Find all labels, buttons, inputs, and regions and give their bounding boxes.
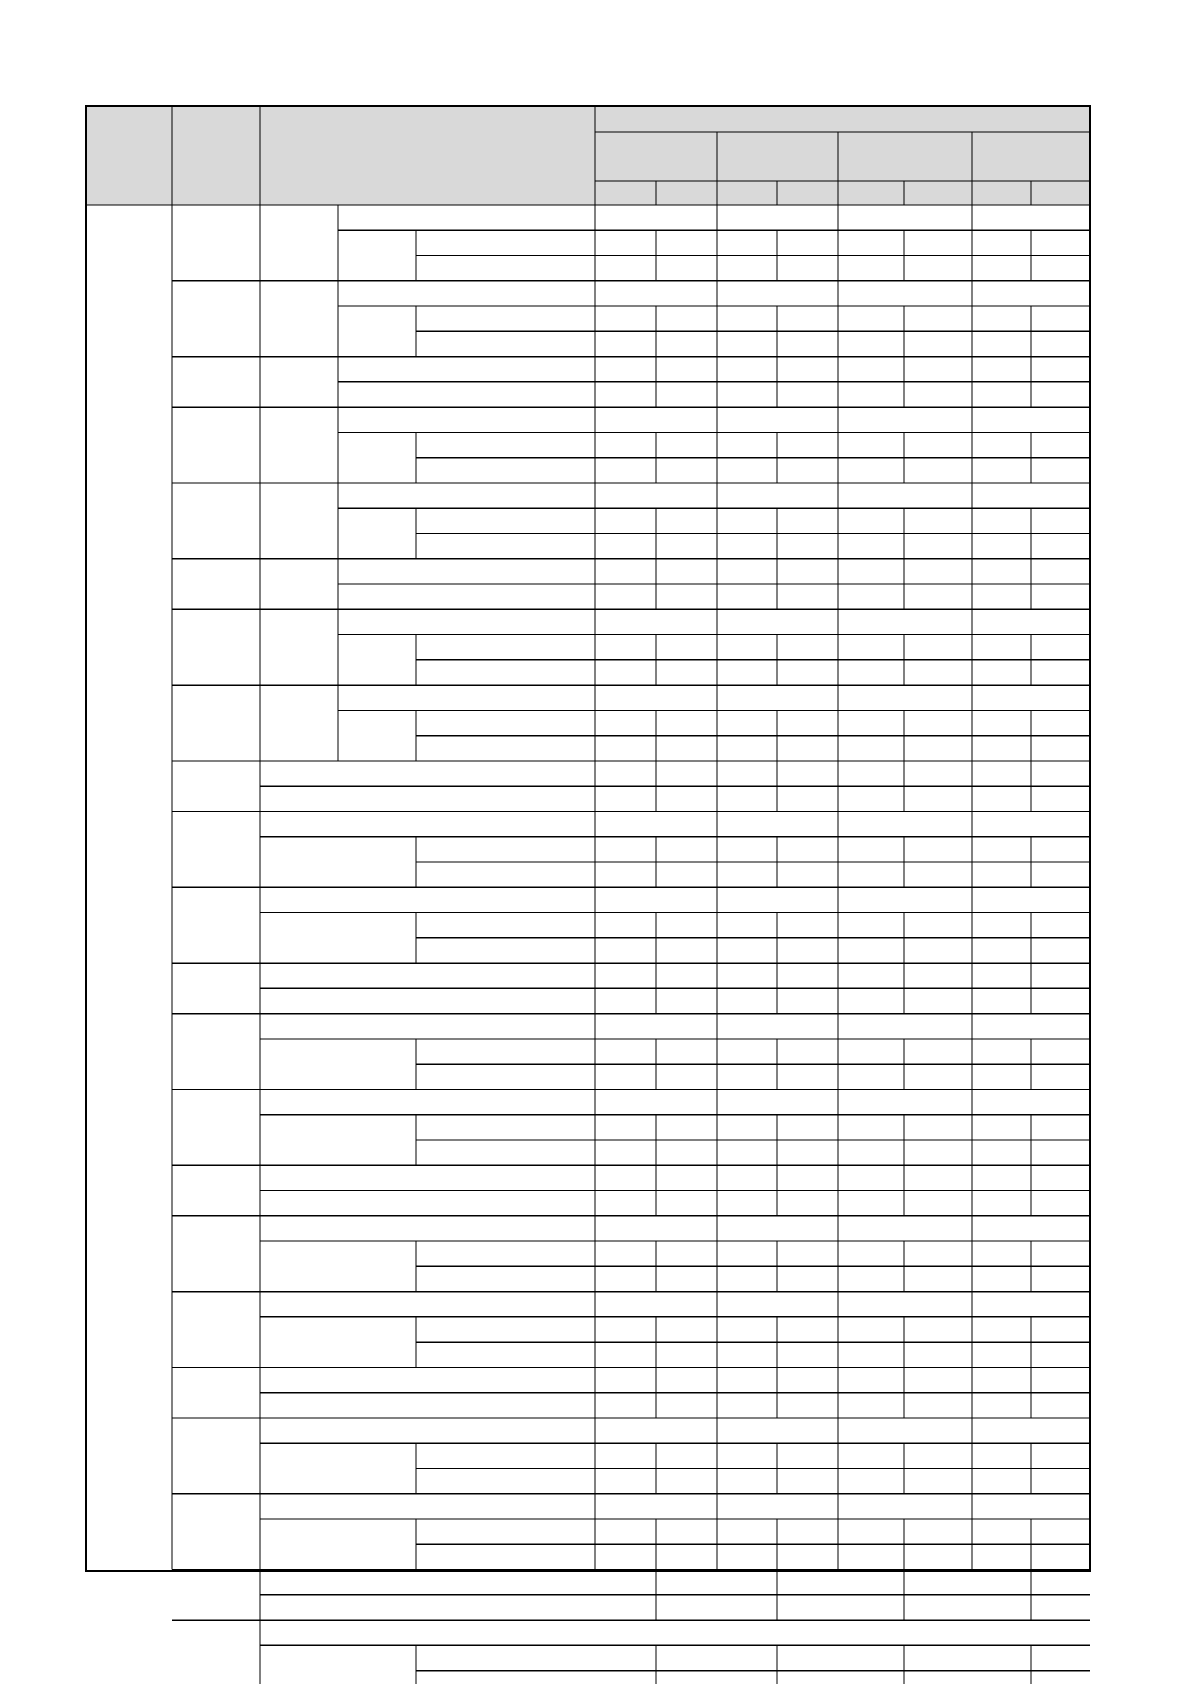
grid-lines [86,106,1090,1684]
table-border [86,106,1090,1571]
header-cell-groups [595,106,1090,205]
header-cell-col1 [86,106,172,205]
header-cell-col3 [260,106,595,205]
header-shading [86,106,1090,205]
header-cell-col2 [172,106,260,205]
